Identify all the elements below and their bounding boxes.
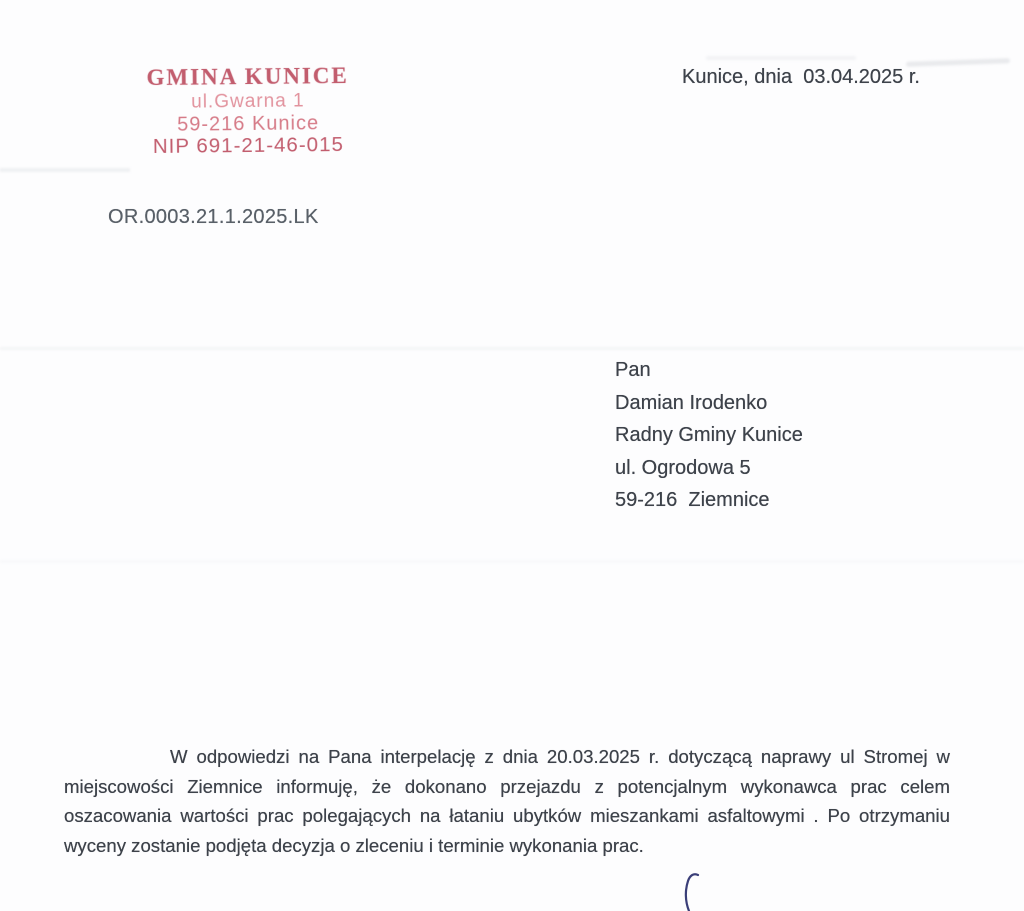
signature-ink-stroke [680, 872, 706, 911]
scan-streak [0, 168, 130, 172]
stamp-postal-city: 59-216 Kunice [177, 112, 320, 136]
scan-streak [0, 347, 1024, 350]
recipient-salutation: Pan [615, 359, 651, 381]
body-line: wyceny zostanie podjęta decyzja o zleceniu i terminie wykonania prac. [64, 834, 644, 856]
body-line: miejscowości Ziemnice informuję, że dokonano przejazdu z potencjalnym wykonawca prac celem [64, 775, 950, 797]
scan-smudge [906, 58, 1010, 67]
stamp-municipality-name: GMINA KUNICE [146, 62, 349, 91]
body-paragraph [64, 742, 950, 860]
recipient-title: Radny Gminy Kunice [615, 424, 803, 446]
stamp-nip: NIP 691-21-46-015 [152, 132, 344, 158]
recipient-name: Damian Irodenko [615, 391, 768, 414]
recipient-block [615, 354, 803, 517]
scan-smudge [706, 56, 856, 60]
scan-streak [0, 560, 1024, 563]
reference-number: OR.0003.21.1.2025.LK [108, 206, 319, 228]
place-and-date: Kunice, dnia 03.04.2025 r. [682, 66, 920, 88]
body-line: oszacowania wartości prac polegających na łataniu ubytków mieszankami asfaltowymi . Po otrzymaniu [64, 805, 950, 826]
recipient-postal-city: 59-216 Ziemnice [615, 489, 770, 511]
sender-stamp [138, 63, 359, 157]
body-line: W odpowiedzi na Pana interpelację z dnia 20.03.2025 r. dotyczącą naprawy ul Stromej w [170, 746, 950, 767]
recipient-street: ul. Ogrodowa 5 [615, 456, 751, 479]
stamp-street: ul.Gwarna 1 [191, 90, 305, 113]
